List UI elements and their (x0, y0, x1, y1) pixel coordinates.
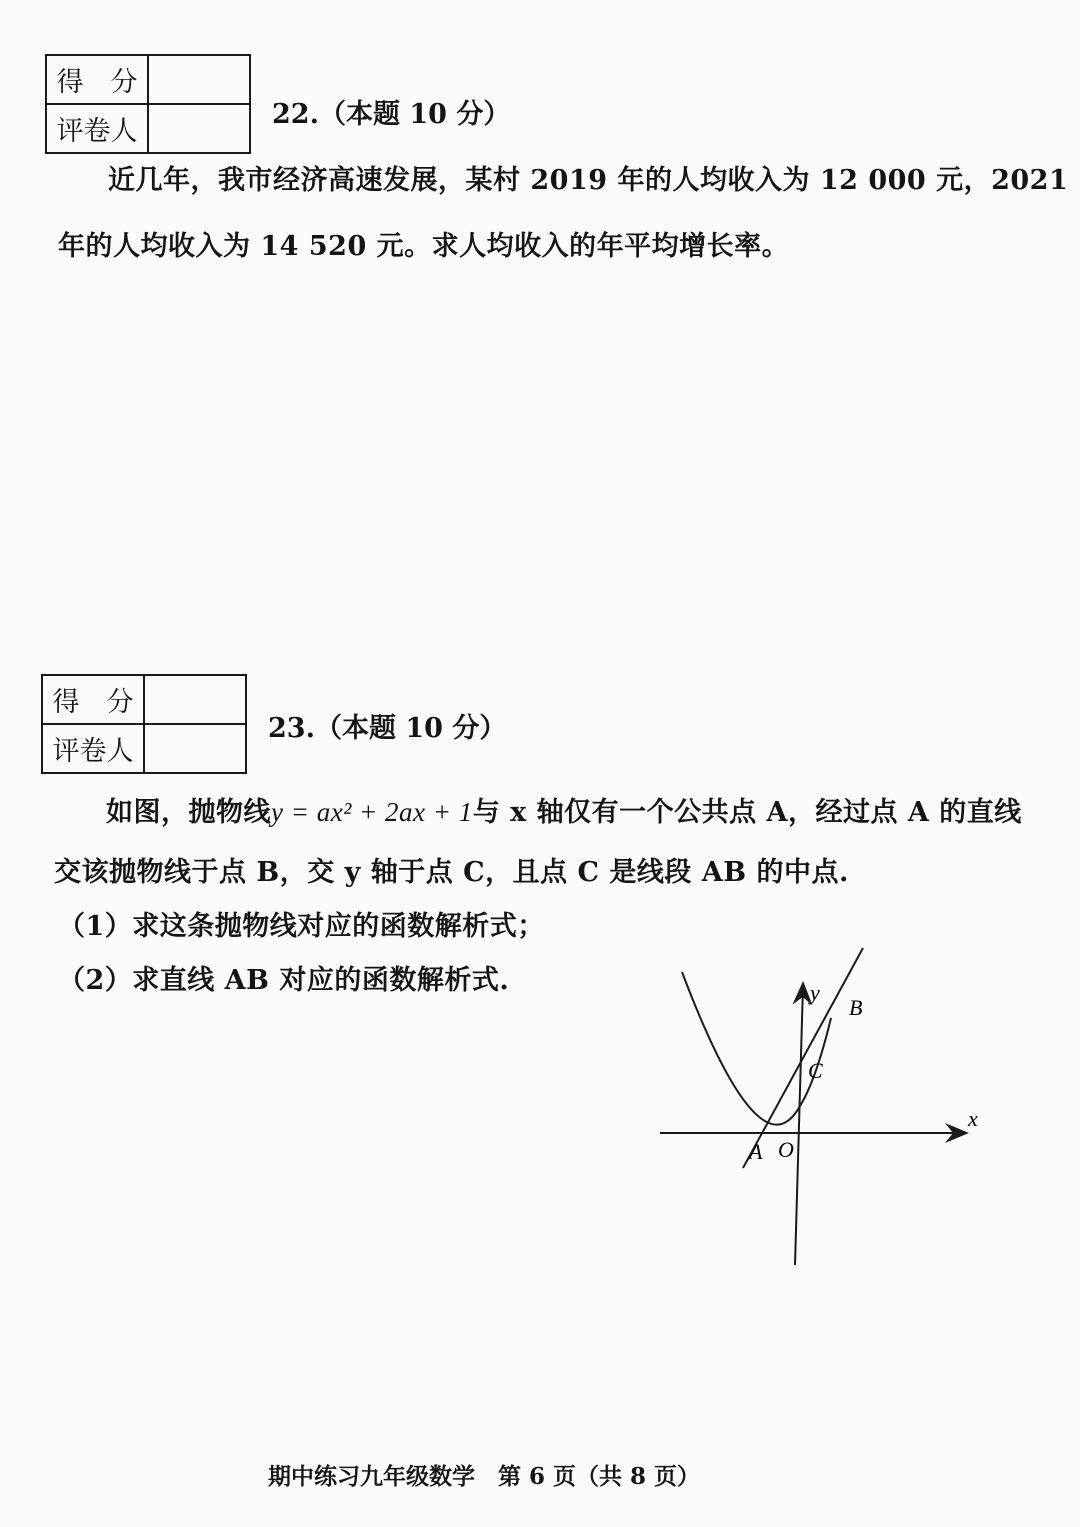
score-box-q22 (45, 54, 251, 154)
q23-sub2: （2）求直线 AB 对应的函数解析式. (58, 965, 510, 996)
grader-value-cell[interactable] (144, 724, 246, 773)
point-a-label: A (749, 1139, 763, 1164)
y-axis (795, 985, 803, 1265)
point-b-label: B (849, 995, 863, 1020)
grader-label: 评卷人 (46, 104, 148, 153)
parabola-formula: y = ax² + 2ax + 1 (271, 797, 473, 827)
q23-line1-pre: 如图，抛物线 (106, 797, 271, 828)
score-label: 得 分 (46, 55, 148, 104)
page-footer: 期中练习九年级数学 第 6 页（共 8 页） (268, 1463, 701, 1490)
origin-label: O (778, 1137, 794, 1162)
q23-text-line2: 交该抛物线于点 B，交 y 轴于点 C，且点 C 是线段 AB 的中点. (54, 857, 849, 888)
axis-y-label: y (810, 980, 820, 1005)
q23-sub1: （1）求这条抛物线对应的函数解析式； (58, 911, 545, 942)
point-c-label: C (808, 1058, 823, 1083)
score-value-cell[interactable] (148, 55, 250, 104)
grader-label: 评卷人 (42, 724, 144, 773)
q22-text-line2: 年的人均收入为 14 520 元。求人均收入的年平均增长率。 (58, 231, 790, 262)
parabola-figure (650, 940, 1010, 1270)
score-box-q23 (41, 674, 247, 774)
axis-x-label: x (968, 1106, 978, 1131)
line-ab (743, 948, 863, 1168)
q22-text-line1: 近几年，我市经济高速发展，某村 2019 年的人均收入为 12 000 元，2021 (108, 165, 1069, 196)
grader-value-cell[interactable] (148, 104, 250, 153)
q23-line1-post: 与 x 轴仅有一个公共点 A，经过点 A 的直线 (472, 797, 1022, 828)
q23-text-line1 (106, 790, 1022, 829)
score-value-cell[interactable] (144, 675, 246, 724)
q23-header: 23.（本题 10 分） (268, 713, 507, 744)
score-label: 得 分 (42, 675, 144, 724)
q22-header: 22.（本题 10 分） (272, 99, 511, 130)
